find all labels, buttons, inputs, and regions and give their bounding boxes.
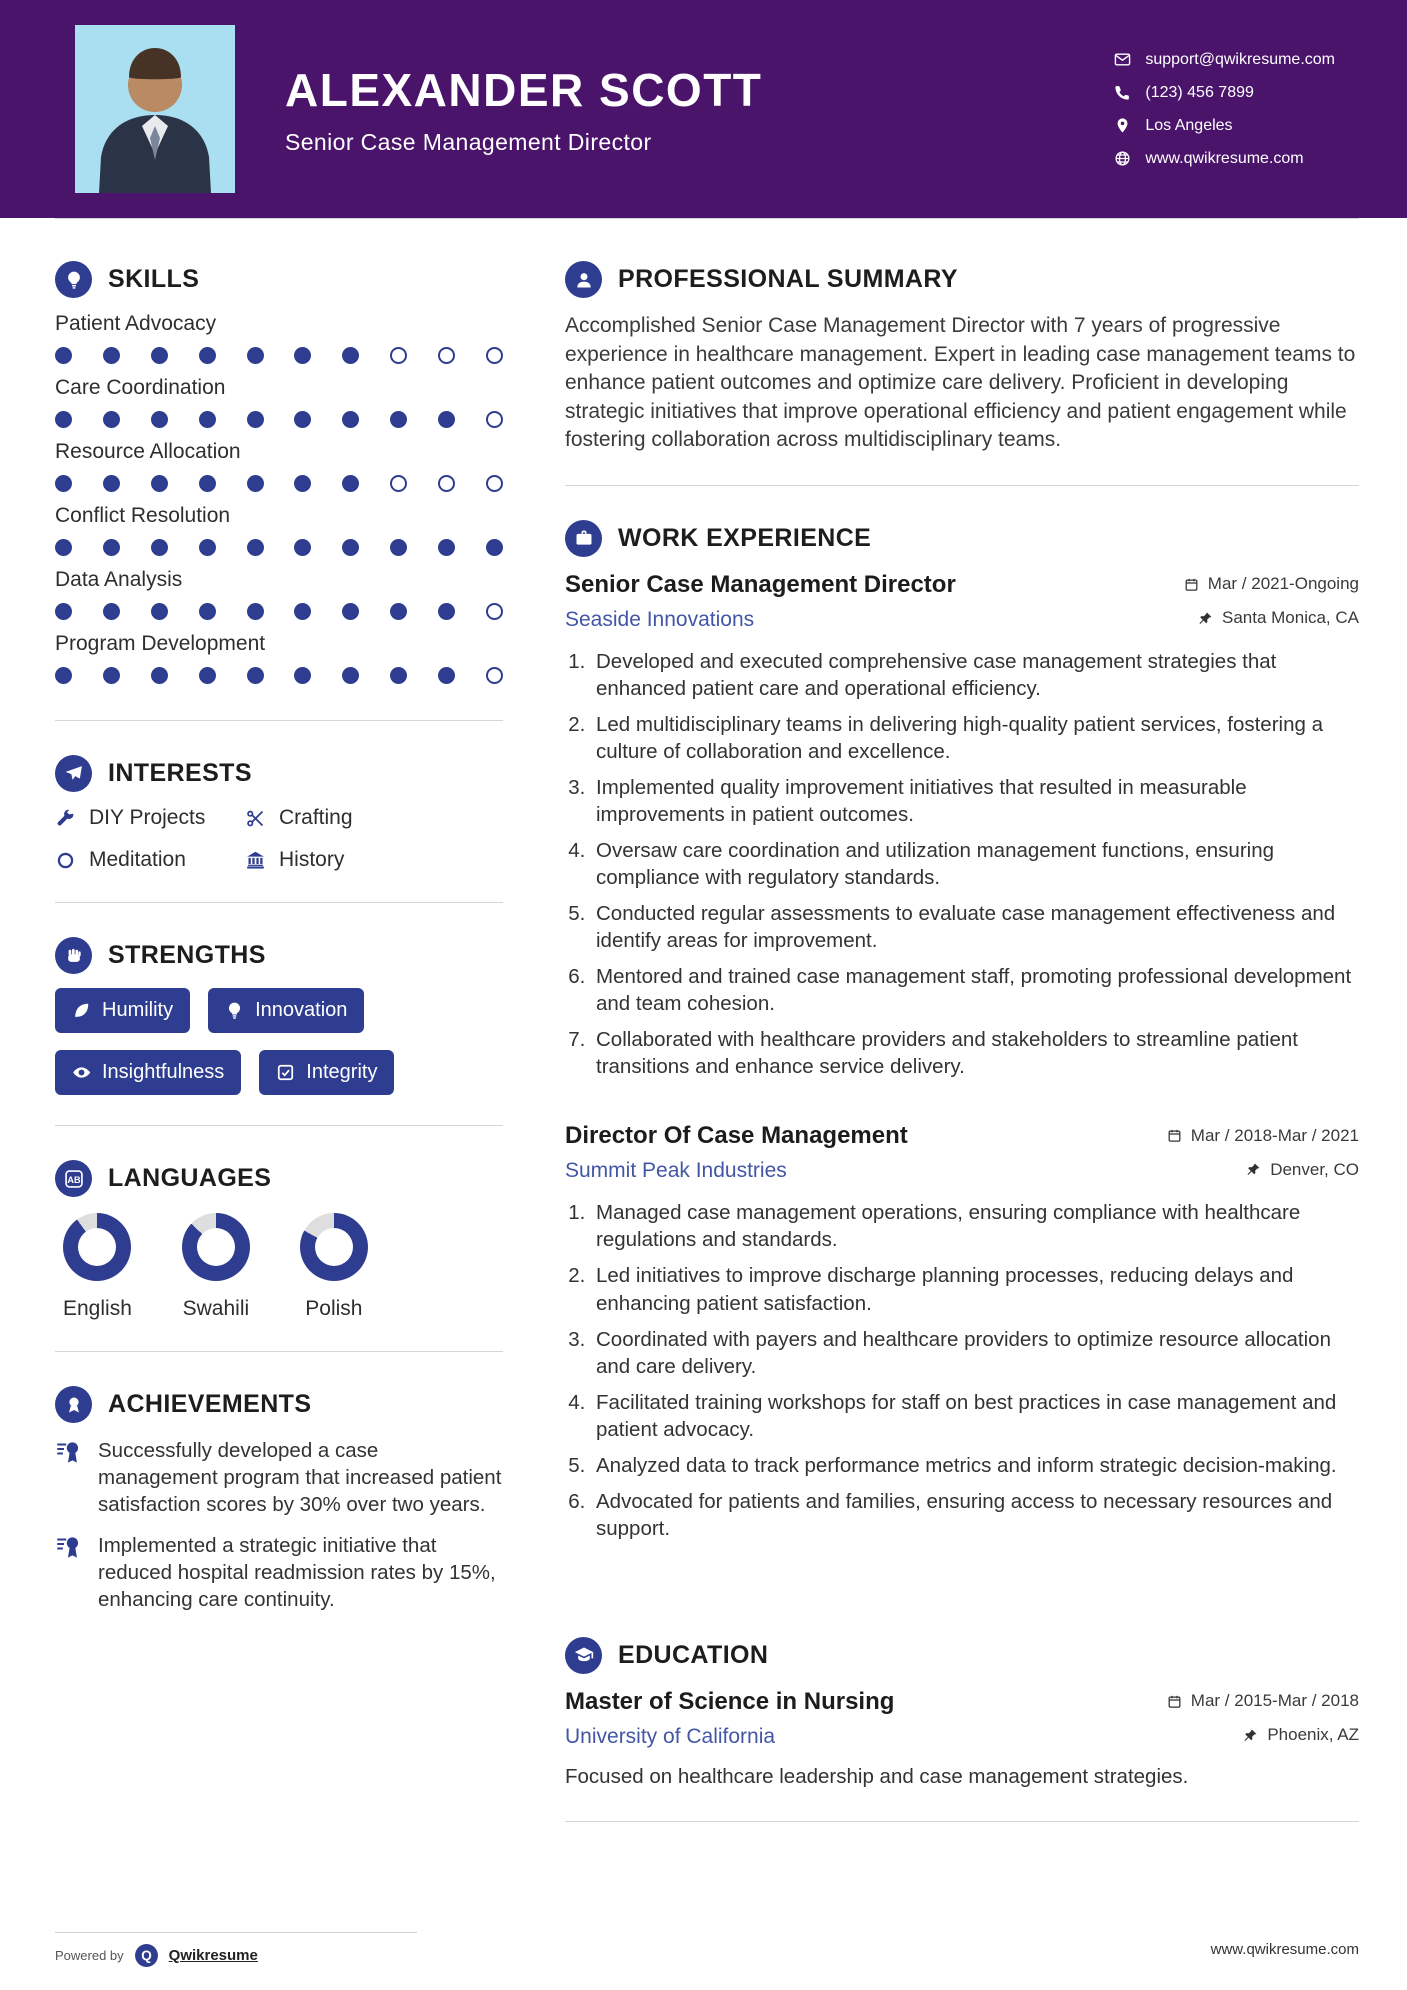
content — [0, 218, 1407, 1856]
achievements-icon — [55, 1386, 92, 1423]
svg-text:Q: Q — [140, 1948, 152, 1964]
rating-dot — [151, 539, 168, 556]
location-icon — [1114, 117, 1131, 134]
language-name: English — [63, 1297, 132, 1320]
rating-dot — [294, 475, 311, 492]
skill-rating — [55, 667, 503, 684]
rating-dot — [438, 411, 455, 428]
calendar-icon — [1167, 1694, 1182, 1709]
job-bullet: 1. Managed case management operations, ensuring compliance with healthcare regulations and standards. — [591, 1199, 1359, 1253]
job-company-row — [565, 1150, 1359, 1183]
job-bullet: 5. Conducted regular assessments to evaluate case management effectiveness and identify areas for improvement. — [591, 900, 1359, 954]
rating-dot — [55, 539, 72, 556]
job-bullet: 5. Analyzed data to track performance metrics and inform strategic decision-making. — [591, 1452, 1359, 1479]
contact-text: support@qwikresume.com — [1145, 50, 1335, 68]
job-location — [1198, 608, 1359, 628]
languages-heading: LANGUAGES — [108, 1164, 272, 1192]
strength-label: Integrity — [306, 1061, 378, 1083]
rating-dot — [342, 347, 359, 364]
job-bullets — [569, 648, 1359, 1081]
rating-dot — [247, 411, 264, 428]
education-heading: EDUCATION — [618, 1640, 769, 1669]
job-dates-text: Mar / 2021-Ongoing — [1207, 574, 1359, 594]
job-location-text: Santa Monica, CA — [1221, 608, 1359, 628]
rating-dot — [342, 539, 359, 556]
education-school: University of California — [565, 1724, 776, 1748]
job-head-row — [565, 1122, 1359, 1150]
rating-dot — [294, 667, 311, 684]
strength-label: Humility — [102, 999, 174, 1021]
languages-icon — [55, 1160, 92, 1197]
pushpin-icon — [1246, 1162, 1261, 1177]
skill-rating — [55, 411, 503, 428]
education-head-row — [565, 1688, 1359, 1716]
education-list — [565, 1688, 1359, 1791]
strength-label: Insightfulness — [102, 1061, 225, 1083]
language-donut — [300, 1213, 368, 1281]
interest-label: DIY Projects — [89, 806, 206, 829]
job-entry — [565, 571, 1359, 1081]
rating-dot — [151, 603, 168, 620]
main — [565, 261, 1359, 1856]
achievements-list — [55, 1437, 503, 1613]
rating-dot — [438, 667, 455, 684]
rating-dot — [199, 539, 216, 556]
interests-icon — [55, 755, 92, 792]
skill-name: Conflict Resolution — [55, 504, 231, 527]
strengths-list — [55, 988, 503, 1095]
rating-dot — [486, 539, 503, 556]
skills-icon — [55, 261, 92, 298]
rating-dot — [55, 475, 72, 492]
job-title: Senior Case Management Director — [565, 570, 956, 598]
strengths-heading: STRENGTHS — [108, 941, 266, 969]
skill-item — [55, 440, 503, 492]
skills-list — [55, 312, 503, 684]
job-bullet: 2. Led multidisciplinary teams in delivering high-quality patient services, fostering a culture of collaboration and excellence. — [591, 711, 1359, 765]
interest-item — [245, 806, 503, 830]
strength-pill — [208, 988, 364, 1033]
section-education — [565, 1637, 1359, 1822]
person-name: ALEXANDER SCOTT — [285, 63, 763, 116]
skill-name: Resource Allocation — [55, 440, 241, 463]
rating-dot — [151, 411, 168, 428]
job-title: Director Of Case Management — [565, 1122, 908, 1150]
section-skills — [55, 261, 503, 721]
skill-item — [55, 376, 503, 428]
summary-icon — [565, 261, 602, 298]
rating-dot — [438, 475, 455, 492]
education-degree: Master of Science in Nursing — [565, 1687, 895, 1715]
rating-dot — [342, 475, 359, 492]
summary-text: Accomplished Senior Case Management Director with 7 years of progressive experience in healthcare management. Expert in leading case management teams to enhance patient outcomes and optimize care delivery. Proficient in developing strategic initiatives that improve operational efficiency and patient engagement while fostering collaboration across multidisciplinary teams. — [565, 314, 1356, 452]
job-location-text: Denver, CO — [1270, 1159, 1359, 1179]
rating-dot — [247, 603, 264, 620]
experience-heading: WORK EXPERIENCE — [618, 523, 872, 552]
experience-icon — [565, 520, 602, 557]
rating-dot — [294, 347, 311, 364]
sidebar — [55, 261, 503, 1856]
rating-dot — [486, 475, 503, 492]
rating-dot — [247, 667, 264, 684]
education-entry — [565, 1688, 1359, 1791]
globe-icon — [1114, 150, 1131, 167]
phone-icon — [1114, 84, 1131, 101]
skill-rating — [55, 539, 503, 556]
rating-dot — [390, 347, 407, 364]
language-item — [300, 1213, 368, 1321]
rating-dot — [294, 411, 311, 428]
strength-pill — [55, 988, 190, 1033]
rating-dot — [438, 603, 455, 620]
contact-item[interactable] — [1114, 84, 1335, 102]
achievement-text: Successfully developed a case management program that increased patient satisfaction scores by 30% over two years. — [98, 1439, 502, 1517]
eye-icon — [72, 1063, 91, 1082]
rating-dot — [199, 603, 216, 620]
skills-heading: SKILLS — [108, 265, 200, 293]
skill-rating — [55, 603, 503, 620]
strength-pill — [259, 1050, 394, 1095]
achievement-item — [55, 1532, 503, 1613]
language-item — [63, 1213, 132, 1321]
skill-item — [55, 632, 503, 684]
interest-label: History — [279, 848, 345, 871]
rating-dot — [486, 603, 503, 620]
language-name: Swahili — [182, 1297, 250, 1320]
strengths-icon — [55, 937, 92, 974]
job-bullet: 6. Mentored and trained case management staff, promoting professional development and team cohesion. — [591, 963, 1359, 1017]
section-languages — [55, 1160, 503, 1352]
rating-dot — [486, 667, 503, 684]
job-head-row — [565, 571, 1359, 599]
rating-dot — [103, 347, 120, 364]
contact-text: www.qwikresume.com — [1145, 149, 1304, 167]
skill-item — [55, 568, 503, 620]
svg-text:AB: AB — [66, 1174, 81, 1185]
rating-dot — [486, 347, 503, 364]
ribbon-icon — [55, 1439, 82, 1466]
interest-label: Crafting — [279, 806, 353, 829]
calendar-icon — [1167, 1128, 1182, 1143]
strength-pill — [55, 1050, 241, 1095]
language-item — [182, 1213, 250, 1321]
rating-dot — [390, 539, 407, 556]
interest-item — [245, 848, 503, 872]
job-dates-text: Mar / 2018-Mar / 2021 — [1190, 1125, 1359, 1145]
skill-item — [55, 504, 503, 556]
skill-rating — [55, 347, 503, 364]
job-bullet: 4. Facilitated training workshops for staff on best practices in case management and patient advocacy. — [591, 1389, 1359, 1443]
ribbon-icon — [55, 1534, 82, 1561]
education-location — [1243, 1725, 1359, 1745]
qwikresume-brand-link[interactable]: Qwikresume — [168, 1947, 258, 1964]
rating-dot — [390, 667, 407, 684]
job-bullet: 2. Led initiatives to improve discharge planning processes, reducing delays and enhancing patient satisfaction. — [591, 1262, 1359, 1316]
job-bullets — [569, 1199, 1359, 1542]
summary-heading: PROFESSIONAL SUMMARY — [618, 265, 958, 293]
contact-list — [1114, 51, 1335, 168]
rating-dot — [199, 667, 216, 684]
email-icon — [1114, 51, 1131, 68]
rating-dot — [438, 347, 455, 364]
job-bullet: 3. Coordinated with payers and healthcare providers to optimize resource allocation and care delivery. — [591, 1326, 1359, 1380]
interests-list — [55, 806, 503, 872]
rating-dot — [294, 603, 311, 620]
qwikresume-logo-icon — [134, 1943, 159, 1968]
footer-powered-by — [55, 1932, 417, 1968]
education-icon — [565, 1637, 602, 1674]
education-note: Focused on healthcare leadership and case management strategies. — [565, 1764, 1189, 1788]
museum-icon — [245, 850, 266, 871]
rating-dot — [247, 475, 264, 492]
pushpin-icon — [1243, 1728, 1258, 1743]
header-identity — [285, 63, 1114, 156]
job-company: Seaside Innovations — [565, 607, 755, 631]
rating-dot — [342, 411, 359, 428]
rating-dot — [55, 411, 72, 428]
scissors-icon — [245, 808, 266, 829]
skill-name: Data Analysis — [55, 568, 183, 591]
rating-dot — [247, 539, 264, 556]
section-strengths — [55, 937, 503, 1126]
job-bullet: 3. Implemented quality improvement initiatives that resulted in measurable improvements in patient outcomes. — [591, 774, 1359, 828]
skill-name: Care Coordination — [55, 376, 226, 399]
rating-dot — [199, 475, 216, 492]
language-name: Polish — [305, 1297, 363, 1320]
interest-label: Meditation — [89, 848, 186, 871]
interests-heading: INTERESTS — [108, 759, 252, 787]
achievements-heading: ACHIEVEMENTS — [108, 1390, 312, 1418]
rating-dot — [247, 347, 264, 364]
wrench-icon — [55, 808, 76, 829]
job-entry — [565, 1122, 1359, 1542]
leaf-icon — [72, 1001, 91, 1020]
calendar-icon — [1184, 577, 1199, 592]
education-dates — [1167, 1691, 1359, 1711]
rating-dot — [55, 347, 72, 364]
rating-dot — [486, 411, 503, 428]
pushpin-icon — [1198, 611, 1213, 626]
interest-item — [55, 806, 245, 830]
rating-dot — [294, 539, 311, 556]
skill-name: Program Development — [55, 632, 266, 655]
rating-dot — [199, 347, 216, 364]
contact-text: Los Angeles — [1145, 116, 1233, 134]
jobs-list — [565, 571, 1359, 1542]
rating-dot — [103, 539, 120, 556]
skill-name: Patient Advocacy — [55, 312, 217, 335]
rating-dot — [103, 475, 120, 492]
profile-photo — [75, 25, 235, 193]
rating-dot — [151, 347, 168, 364]
achievement-text: Implemented a strategic initiative that reduced hospital readmission rates by 15%, enhancing care continuity. — [98, 1534, 496, 1612]
rating-dot — [390, 475, 407, 492]
rating-dot — [103, 411, 120, 428]
powered-by-label: Powered by — [55, 1948, 124, 1963]
footer-site-link[interactable]: www.qwikresume.com — [1210, 1941, 1359, 1958]
rating-dot — [151, 475, 168, 492]
job-location — [1246, 1160, 1359, 1180]
job-company: Summit Peak Industries — [565, 1159, 787, 1183]
rating-dot — [438, 539, 455, 556]
language-donut — [63, 1213, 131, 1281]
rating-dot — [103, 667, 120, 684]
education-dates-text: Mar / 2015-Mar / 2018 — [1190, 1691, 1359, 1711]
contact-item[interactable] — [1114, 51, 1335, 69]
job-company-row — [565, 599, 1359, 632]
section-interests — [55, 755, 503, 903]
rating-dot — [55, 603, 72, 620]
interest-item — [55, 848, 245, 872]
job-bullet: 1. Developed and executed comprehensive case management strategies that enhanced patient care and operational efficiency. — [591, 648, 1359, 702]
education-school-row — [565, 1716, 1359, 1749]
contact-text: (123) 456 7899 — [1145, 83, 1254, 101]
rating-dot — [199, 411, 216, 428]
person-title: Senior Case Management Director — [285, 128, 652, 155]
job-bullet: 6. Advocated for patients and families, ensuring access to necessary resources and support. — [591, 1488, 1359, 1542]
contact-item[interactable] — [1114, 117, 1335, 135]
job-dates — [1184, 574, 1359, 594]
section-summary — [565, 261, 1359, 486]
languages-list — [55, 1213, 503, 1321]
bulb-icon — [225, 1001, 244, 1020]
education-location-text: Phoenix, AZ — [1267, 1725, 1359, 1745]
rating-dot — [342, 603, 359, 620]
rating-dot — [103, 603, 120, 620]
check-icon — [276, 1063, 295, 1082]
contact-item[interactable] — [1114, 150, 1335, 168]
rating-dot — [390, 603, 407, 620]
achievement-item — [55, 1437, 503, 1518]
job-bullet: 4. Oversaw care coordination and utilization management functions, ensuring compliance with regulatory standards. — [591, 837, 1359, 891]
rating-dot — [151, 667, 168, 684]
skill-item — [55, 312, 503, 364]
rating-dot — [55, 667, 72, 684]
rating-dot — [342, 667, 359, 684]
section-experience — [565, 520, 1359, 1581]
language-donut — [182, 1213, 250, 1281]
job-bullet: 7. Collaborated with healthcare providers and stakeholders to streamline patient transitions and enhance service delivery. — [591, 1026, 1359, 1080]
skill-rating — [55, 475, 503, 492]
ring-icon — [55, 850, 76, 871]
header — [0, 0, 1407, 218]
strength-label: Innovation — [255, 999, 348, 1021]
job-dates — [1167, 1126, 1359, 1146]
section-achievements — [55, 1386, 503, 1643]
rating-dot — [390, 411, 407, 428]
